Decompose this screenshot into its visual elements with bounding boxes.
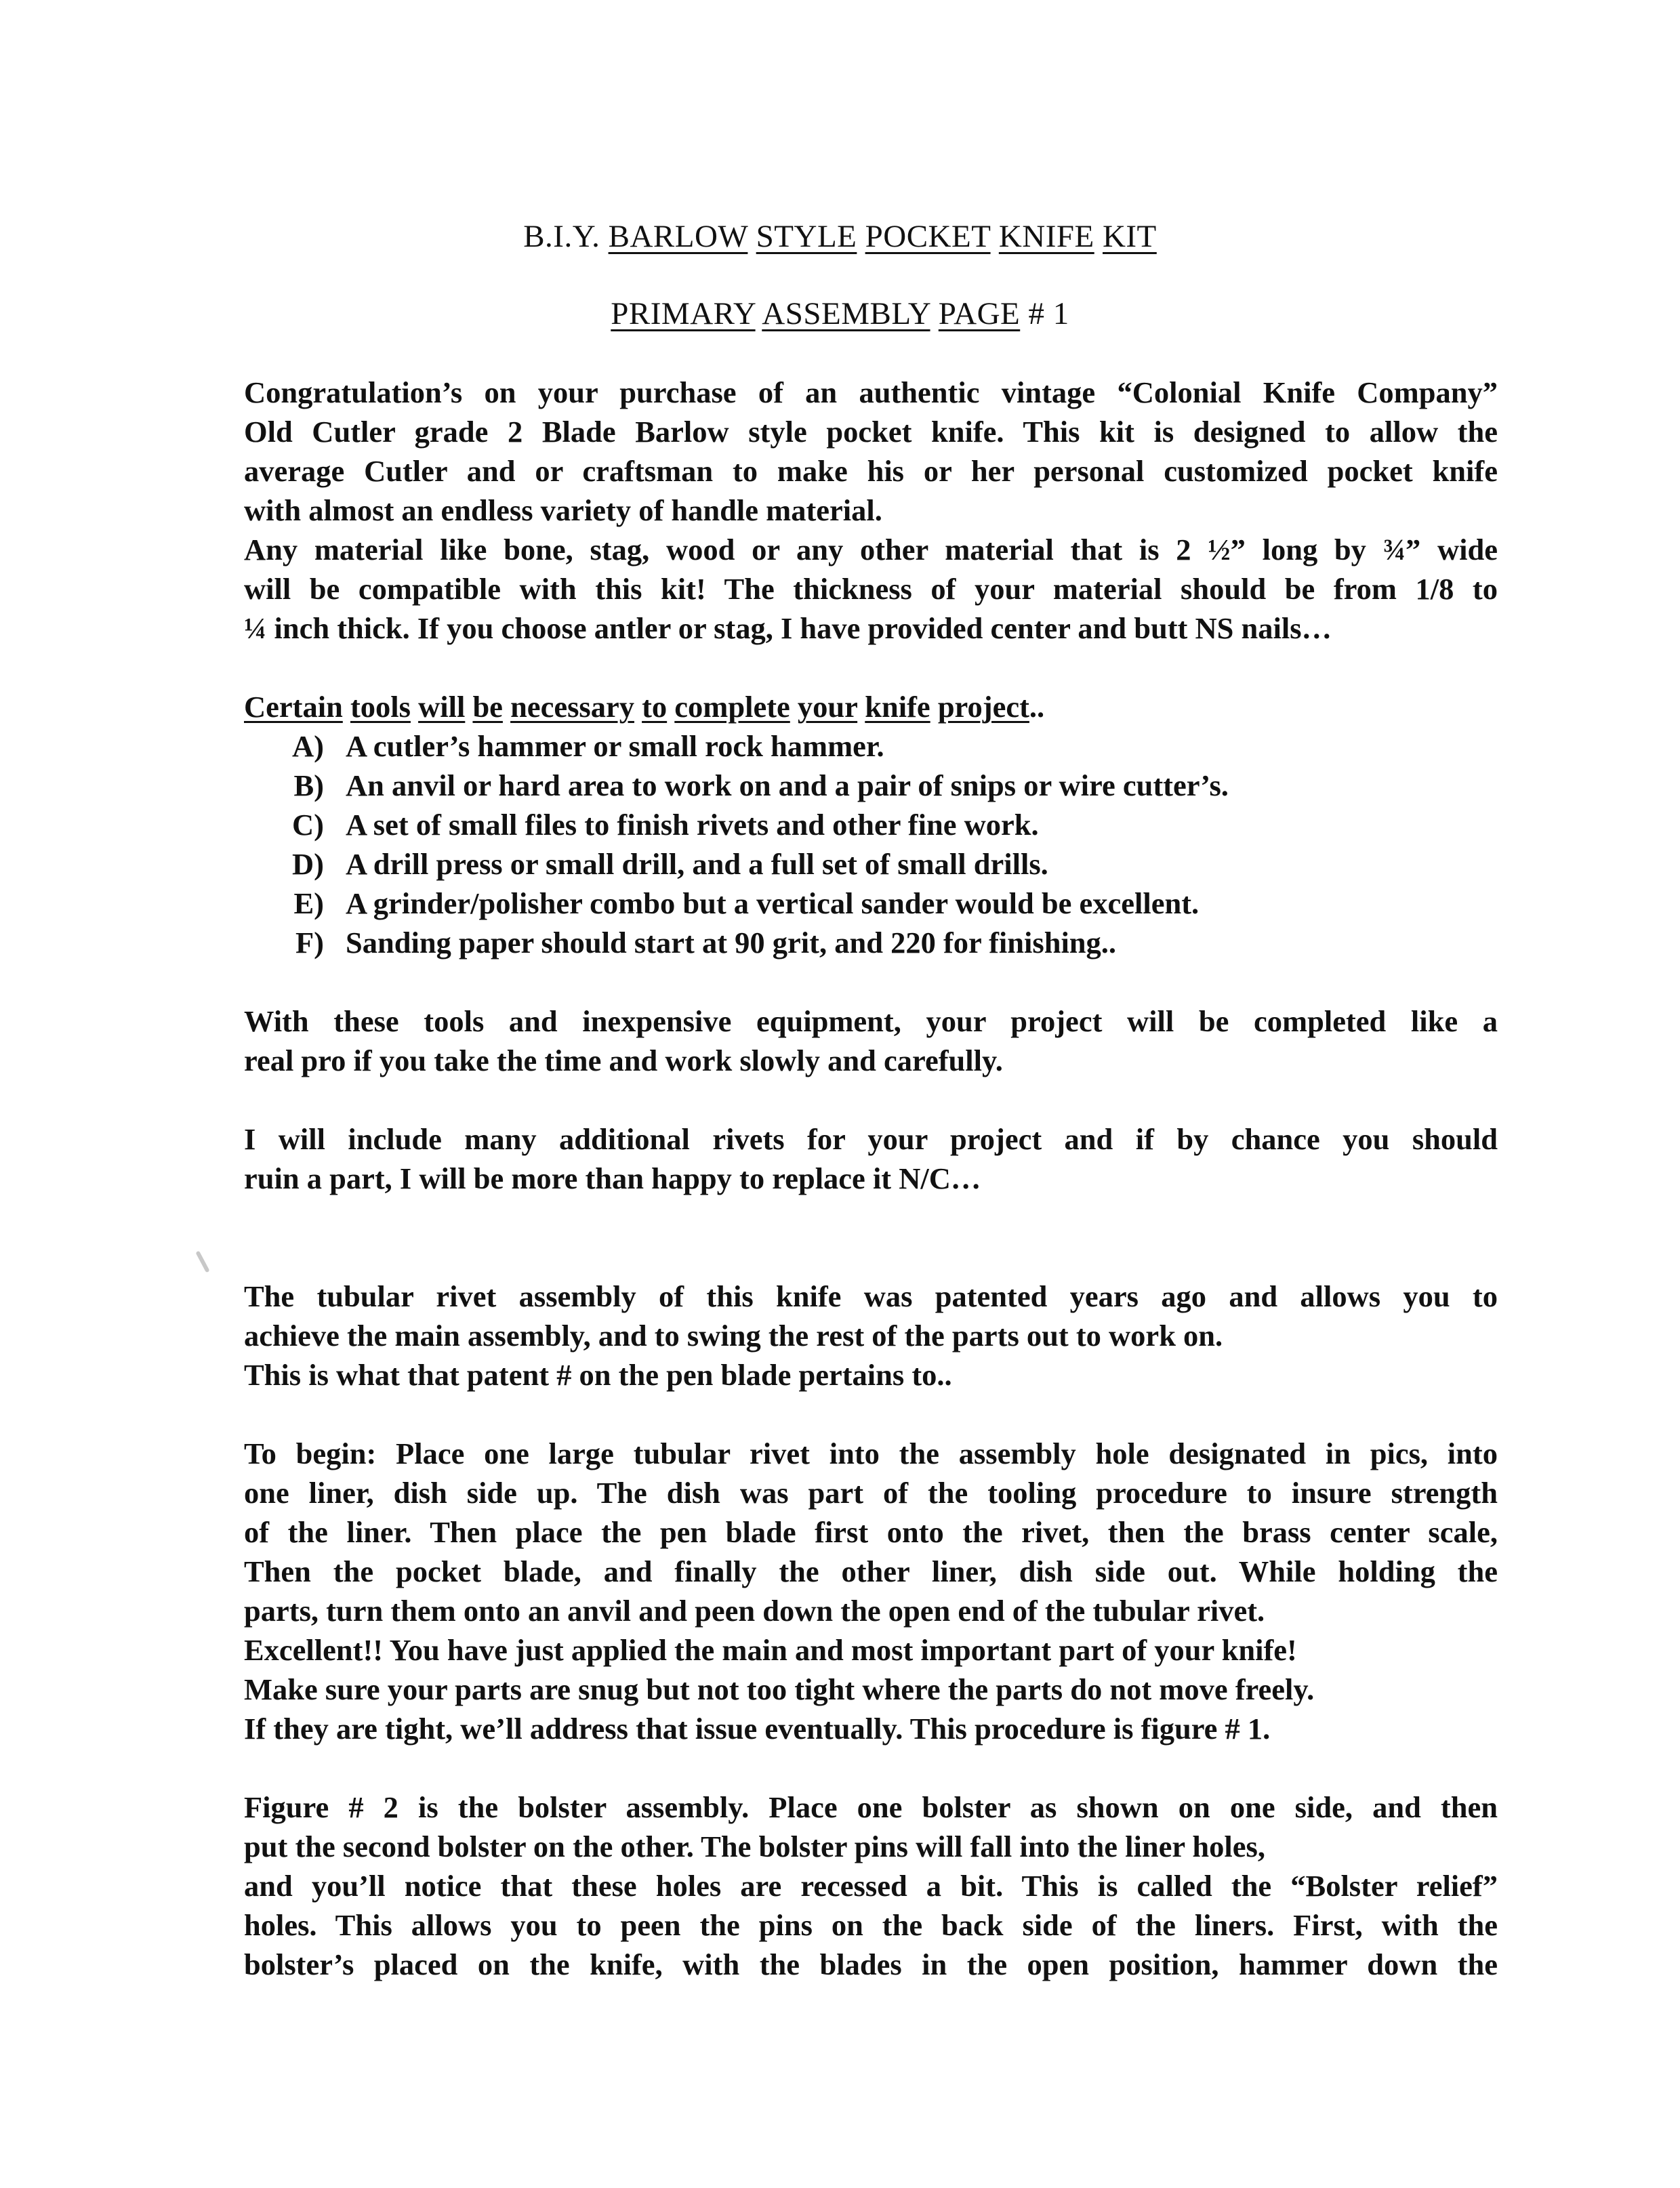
document-title — [0, 218, 1680, 255]
intro-paragraph — [244, 373, 1498, 648]
list-item — [244, 766, 1498, 805]
paragraph-line: with almost an endless variety of handle material. — [244, 493, 882, 527]
list-item-text: A grinder/polisher combo but a vertical sander would be excellent. — [346, 886, 1200, 920]
list-item — [244, 726, 1498, 766]
list-item-text: A set of small files to finish rivets and other fine work. — [346, 808, 1039, 842]
list-item — [244, 805, 1498, 844]
paragraph-line: I will include many additional rivets for your project and if by chance you should — [244, 1122, 1498, 1156]
tools-heading-word: your — [797, 690, 858, 724]
document-body — [244, 373, 1498, 1984]
list-item — [244, 923, 1498, 962]
tools-heading-word: will — [418, 690, 466, 724]
title-prefix: B.I.Y. — [523, 219, 600, 254]
begin-paragraph — [244, 1434, 1498, 1748]
blank-space — [244, 1237, 1498, 1277]
paragraph-line: Old Cutler grade 2 Blade Barlow style pocket knife. This kit is designed to allow the — [244, 415, 1498, 449]
tools-heading-word: complete — [674, 690, 790, 724]
tools-heading-word: to — [642, 690, 668, 724]
tools-heading-word: necessary — [510, 690, 634, 724]
title-word: KIT — [1102, 219, 1157, 254]
paragraph-line: one liner, dish side up. The dish was part of the tooling procedure to insure strength — [244, 1476, 1498, 1510]
paragraph-line: will be compatible with this kit! The thickness of your material should be from 1/8 to — [244, 572, 1498, 606]
bolster-paragraph — [244, 1788, 1498, 1984]
paragraph-line: The tubular rivet assembly of this knife was patented years ago and allows you to — [244, 1279, 1498, 1313]
paragraph-line: Then the pocket blade, and finally the other liner, dish side out. While holding the — [244, 1554, 1498, 1588]
list-item-text: An anvil or hard area to work on and a pair of snips or wire cutter’s. — [346, 768, 1229, 802]
subtitle-page-number: # 1 — [1028, 296, 1069, 331]
paragraph-line: Any material like bone, stag, wood or any other material that is 2 ½” long by ¾” wide — [244, 533, 1498, 566]
paragraph-line: This is what that patent # on the pen blade pertains to.. — [244, 1358, 952, 1392]
subtitle-word: PAGE — [938, 296, 1021, 331]
document-subtitle — [0, 295, 1680, 332]
patent-paragraph — [244, 1277, 1498, 1395]
tools-heading-word: be — [472, 690, 503, 724]
paragraph-line: To begin: Place one large tubular rivet into the assembly hole designated in pics, into — [244, 1437, 1498, 1470]
list-item-text: Sanding paper should start at 90 grit, and 220 for finishing.. — [346, 926, 1117, 959]
list-item-letter: C) — [292, 808, 324, 842]
paragraph-line: and you’ll notice that these holes are recessed a bit. This is called the “Bolster relief” — [244, 1869, 1498, 1903]
paragraph-line: Make sure your parts are snug but not too tight where the parts do not move freely. — [244, 1672, 1315, 1706]
paragraph-line: ruin a part, I will be more than happy to replace it N/C… — [244, 1161, 981, 1195]
title-word: POCKET — [865, 219, 991, 254]
list-item-text: A cutler’s hammer or small rock hammer. — [346, 729, 884, 763]
subtitle-word: ASSEMBLY — [762, 296, 930, 331]
paragraph-line: Excellent!! You have just applied the main and most important part of your knife! — [244, 1633, 1297, 1667]
list-item-letter: F) — [295, 926, 324, 959]
tools-heading-word: tools — [350, 690, 411, 724]
paragraph-line: ¼ inch thick. If you choose antler or stag, I have provided center and butt NS nails… — [244, 611, 1332, 645]
list-item-letter: D) — [292, 847, 324, 881]
list-item — [244, 844, 1498, 884]
tools-heading-word: knife — [865, 690, 930, 724]
list-item-letter: A) — [292, 729, 324, 763]
paragraph-line: real pro if you take the time and work slowly and carefully. — [244, 1044, 1003, 1077]
paragraph-line: of the liner. Then place the pen blade first onto the rivet, then the brass center scale, — [244, 1515, 1498, 1549]
list-item-letter: B) — [293, 768, 324, 802]
paragraph-line: Congratulation’s on your purchase of an authentic vintage “Colonial Knife Company” — [244, 375, 1498, 409]
tools-heading-word: project — [937, 690, 1029, 724]
rivets-paragraph — [244, 1119, 1498, 1198]
paragraph-line: average Cutler and or craftsman to make his or her personal customized pocket knife — [244, 454, 1498, 488]
paragraph-line: put the second bolster on the other. The bolster pins will fall into the liner holes, — [244, 1830, 1265, 1863]
list-item-letter: E) — [293, 886, 324, 920]
list-item — [244, 884, 1498, 923]
tools-heading — [244, 687, 1498, 726]
paragraph-line: holes. This allows you to peen the pins on the back side of the liners. First, with the — [244, 1908, 1498, 1942]
tools-list — [244, 726, 1498, 962]
title-word: BARLOW — [608, 219, 748, 254]
subtitle-word: PRIMARY — [611, 296, 756, 331]
title-word: KNIFE — [998, 219, 1094, 254]
paragraph-line: Figure # 2 is the bolster assembly. Place one bolster as shown on one side, and then — [244, 1790, 1498, 1824]
paragraph-line: bolster’s placed on the knife, with the blades in the open position, hammer down the — [244, 1947, 1498, 1981]
tools-heading-word: Certain — [244, 690, 343, 724]
paragraph-line: If they are tight, we’ll address that issue eventually. This procedure is figure # 1. — [244, 1712, 1271, 1746]
list-item-text: A drill press or small drill, and a full set of small drills. — [346, 847, 1048, 881]
scan-speck — [195, 1251, 209, 1273]
paragraph-line: With these tools and inexpensive equipment, your project will be completed like a — [244, 1004, 1498, 1038]
tools-outcome-paragraph — [244, 1002, 1498, 1080]
paragraph-line: parts, turn them onto an anvil and peen down the open end of the tubular rivet. — [244, 1594, 1265, 1628]
tools-heading-suffix: .. — [1029, 690, 1045, 724]
title-word: STYLE — [756, 219, 857, 254]
paragraph-line: achieve the main assembly, and to swing the rest of the parts out to work on. — [244, 1319, 1223, 1353]
